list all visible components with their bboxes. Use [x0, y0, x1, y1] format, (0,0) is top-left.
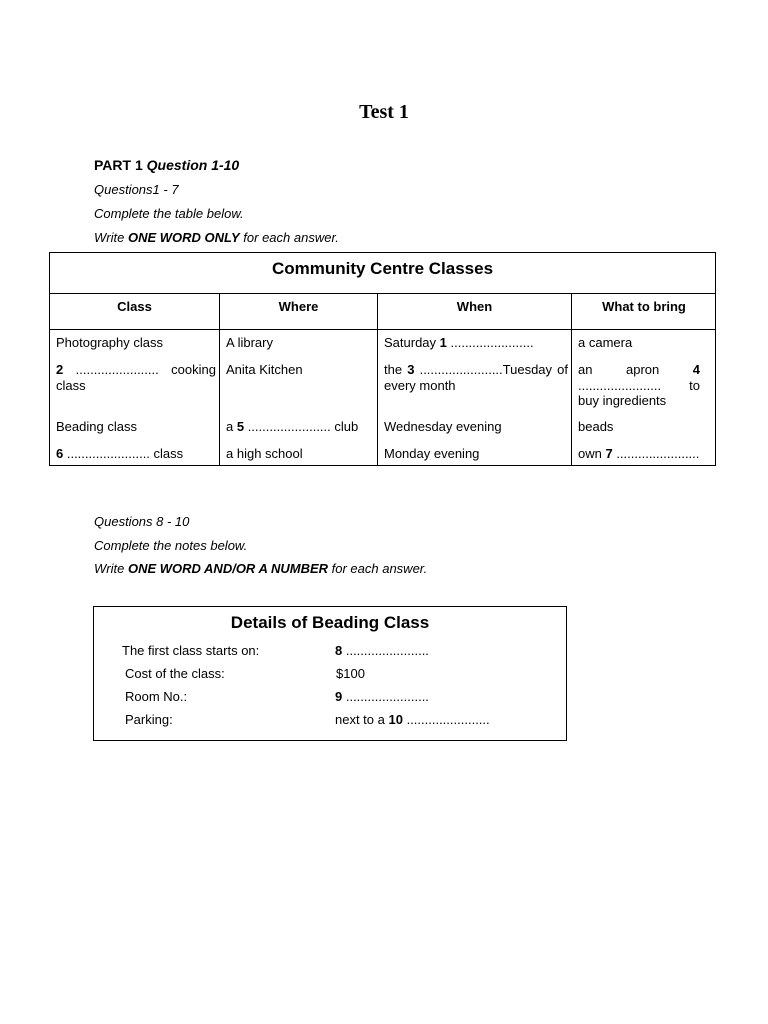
column-header: Where: [278, 299, 319, 314]
write-pre: Write: [94, 561, 125, 576]
divider: [219, 294, 220, 465]
details-label: Parking:: [125, 712, 173, 727]
details-title: Details of Beading Class: [230, 613, 430, 632]
divider: [377, 294, 378, 465]
details-value: 8 .......................: [335, 643, 429, 658]
part-questions: Question 1-10: [146, 157, 240, 173]
table-cell: Monday evening: [384, 446, 480, 461]
section1-write: [94, 230, 339, 245]
details-label: The first class starts on:: [122, 643, 260, 658]
classes-table: [49, 252, 716, 466]
table-cell: own 7 .......................: [578, 446, 700, 461]
table-cell: A library: [226, 335, 273, 350]
write-bold: ONE WORD AND/OR A NUMBER: [127, 561, 329, 576]
table-cell: Saturday 1 .......................: [384, 335, 534, 350]
write-bold: ONE WORD ONLY: [127, 230, 240, 245]
divider: [571, 294, 572, 465]
section2-range: Questions 8 - 10: [94, 514, 190, 529]
details-value: next to a 10 .......................: [335, 712, 490, 727]
section2-write: [94, 561, 427, 576]
section1-range: Questions1 - 7: [94, 182, 179, 197]
write-post: for each answer.: [243, 230, 339, 245]
page-title: Test 1: [359, 101, 409, 123]
table-cell: Photography class: [56, 335, 163, 350]
details-label: Cost of the class:: [125, 666, 225, 681]
details-box: [93, 606, 567, 741]
table-cell: an apron 4 ....................... to buy ingredients: [578, 362, 700, 408]
table-cell: a camera: [578, 335, 633, 350]
table-cell: 6 ....................... class: [56, 446, 184, 461]
table-cell: Anita Kitchen: [226, 362, 303, 377]
part-heading: [94, 157, 239, 173]
details-value: $100: [336, 666, 365, 681]
divider: [50, 329, 715, 330]
divider: [50, 293, 715, 294]
section1-instruction: Complete the table below.: [94, 206, 244, 221]
table-cell: a 5 ....................... club: [226, 419, 359, 434]
column-header: When: [456, 299, 493, 314]
part-label: PART 1: [94, 157, 143, 173]
section2-instruction: Complete the notes below.: [94, 538, 248, 553]
table-cell: Beading class: [56, 419, 137, 434]
column-header: Class: [117, 299, 152, 314]
table-cell: beads: [578, 419, 614, 434]
table-cell: 2 ....................... cooking class: [56, 362, 216, 393]
table-cell: a high school: [226, 446, 303, 461]
table-title: Community Centre Classes: [271, 259, 494, 278]
table-cell: Wednesday evening: [384, 419, 502, 434]
table-cell: the 3 .......................Tuesday of every month: [384, 362, 569, 393]
column-header: What to bring: [602, 299, 686, 314]
details-value: 9 .......................: [335, 689, 429, 704]
write-post: for each answer.: [331, 561, 428, 576]
details-label: Room No.:: [125, 689, 188, 704]
write-pre: Write: [94, 230, 125, 245]
